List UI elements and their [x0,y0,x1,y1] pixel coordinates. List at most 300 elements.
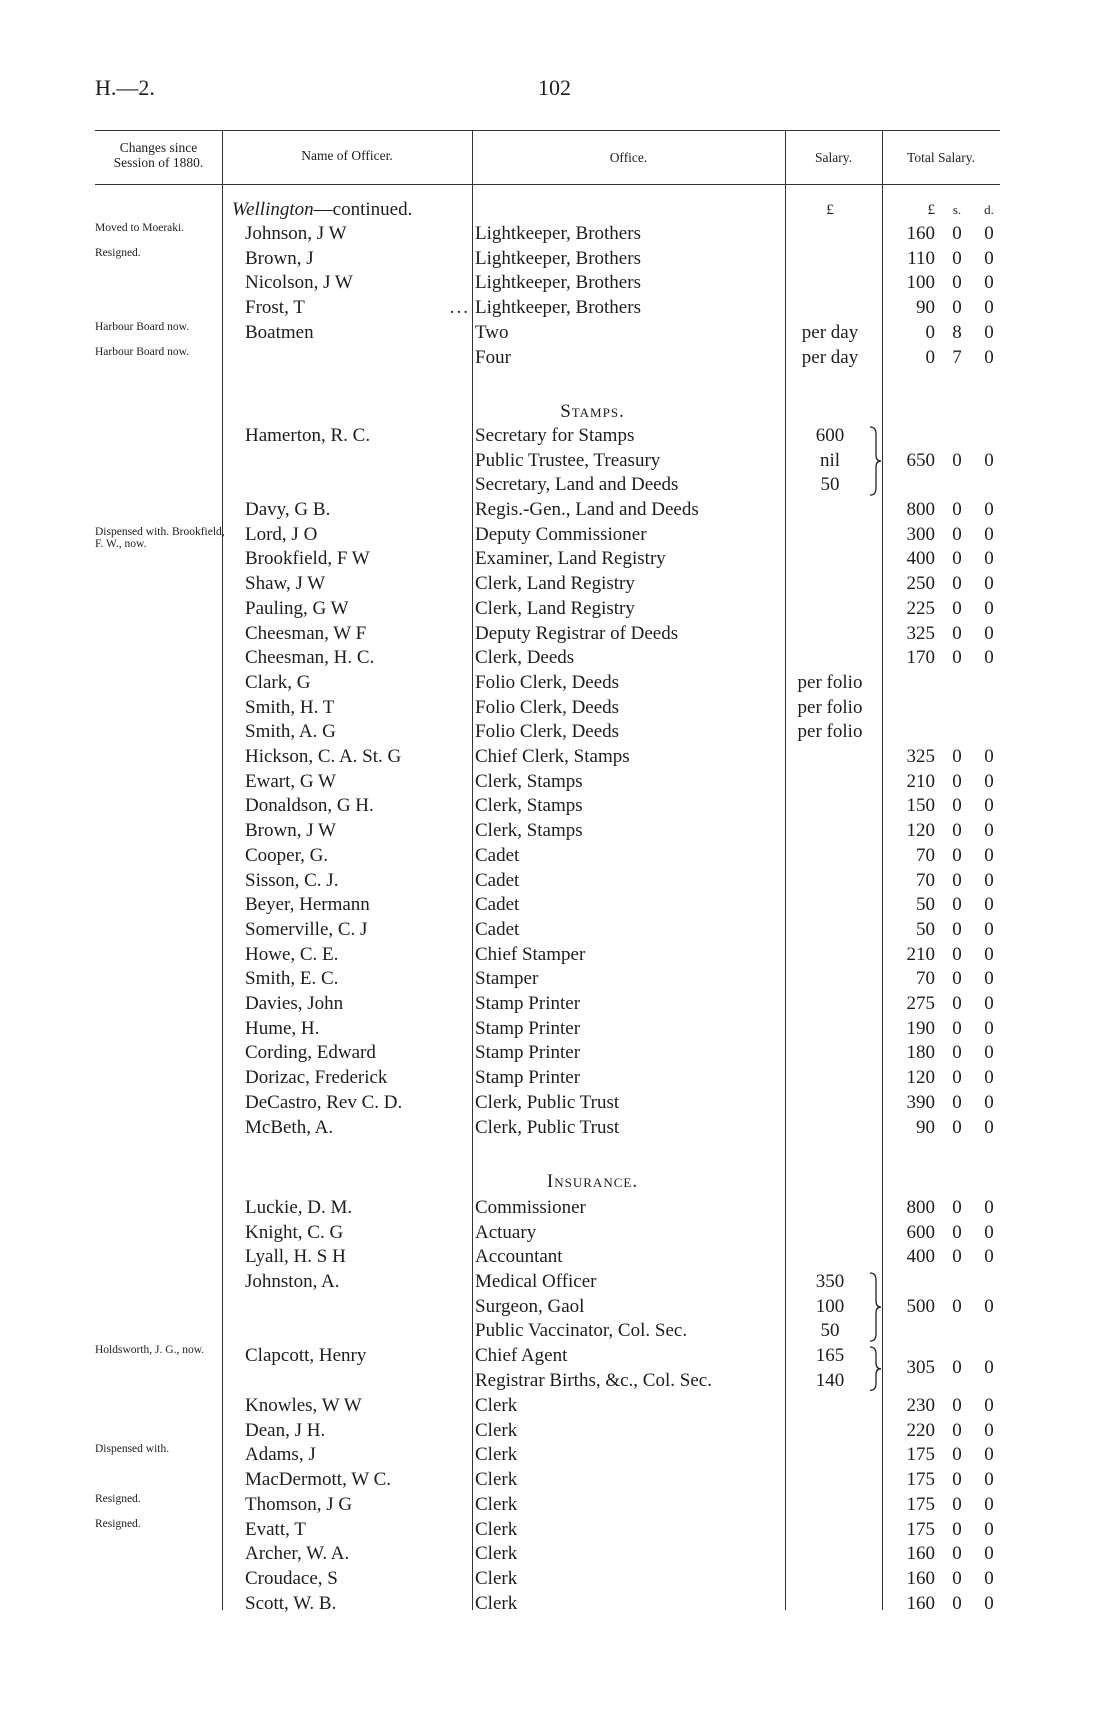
table-row [0,1542,1114,1566]
total-pence: 0 [984,523,994,545]
table-row [0,1518,1114,1542]
total-pounds: 600 [906,1221,935,1243]
table-row [0,523,1114,547]
total-pence: 0 [984,1357,994,1379]
total-shillings: 0 [952,449,962,471]
officer-name: Evatt, T [245,1518,306,1540]
total-pence: 0 [984,746,994,767]
office: Deputy Commissioner [475,523,647,545]
series-code: H.—2. [95,75,155,100]
office: Public Trustee, Treasury [475,449,661,471]
total-shillings: 0 [952,1017,962,1039]
officer-name: Cheesman, H. C. [245,647,375,669]
change-note: Holdsworth, J. G., now. [95,1344,205,1356]
total-shillings: 0 [952,1357,962,1379]
table-row [0,424,1114,448]
total-pence: 0 [984,223,994,244]
officer-name: Johnston, A. [245,1271,340,1292]
office: Cadet [475,918,520,940]
table-row [0,247,1114,271]
total-pounds: 0 [925,321,935,343]
table-row [0,1419,1114,1443]
office: Cadet [475,844,520,866]
total-pounds: 500 [906,1295,935,1317]
table-row [0,222,1114,246]
district-name: Wellington—continued. [232,199,413,220]
office: Secretary for Stamps [475,425,635,446]
column-header-total: Total Salary. [907,150,975,165]
total-pence: 0 [984,1469,994,1491]
office: Accountant [475,1246,563,1268]
total-shillings: 0 [952,1518,962,1540]
total-shillings: 0 [952,746,962,767]
table-row [0,1245,1114,1269]
salary: 50 [820,1320,840,1342]
office: Clerk [475,1543,518,1565]
table-row [0,622,1114,646]
change-note: Resigned. [95,246,141,259]
table-row [0,1567,1114,1591]
office: Clerk [475,1493,518,1515]
table-row [0,271,1114,295]
officer-name: Johnson, J W [245,223,347,244]
total-pounds: 120 [906,820,935,842]
total-pence: 0 [984,1042,994,1064]
table-row [0,992,1114,1016]
total-pence: 0 [984,1246,994,1268]
office: Clerk [475,1444,518,1466]
table-row [0,869,1114,893]
total-pounds: 250 [906,573,935,595]
header-bottom-rule [95,184,1000,185]
table-row [0,1592,1114,1616]
office: Clerk, Public Trust [475,1116,620,1138]
total-shillings: 0 [952,918,962,940]
table-row [0,745,1114,769]
total-shillings: 0 [952,1395,962,1416]
total-pounds: 305 [906,1357,935,1379]
table-row [0,321,1114,345]
total-pence: 0 [984,647,994,669]
officer-name: Brown, J [245,247,314,269]
office: Commissioner [475,1197,586,1218]
change-note: Moved to Moeraki. [95,222,185,234]
officer-name: Knowles, W W [245,1395,362,1416]
total-shillings: 0 [952,1543,962,1565]
total-shillings: 0 [952,1246,962,1268]
officer-name: Hickson, C. A. St. G [245,746,402,767]
office: Cadet [475,869,520,891]
total-pence: 0 [984,272,994,294]
office: Stamp Printer [475,1042,581,1064]
total-shillings: 0 [952,1091,962,1113]
salary: 100 [815,1295,845,1317]
officer-name: Lyall, H. S H [245,1246,346,1268]
officer-name: DeCastro, Rev C. D. [245,1091,403,1113]
total-pounds: 275 [906,993,935,1014]
office: Clerk, Public Trust [475,1091,620,1113]
office: Chief Agent [475,1345,568,1366]
office: Clerk, Deeds [475,647,575,669]
total-pence: 0 [984,1592,994,1614]
officer-name: Hume, H. [245,1017,320,1039]
salary: per folio [797,671,863,693]
group-total-row [0,449,1114,473]
table-row [0,893,1114,917]
officer-name: Thomson, J G [245,1493,353,1515]
total-shillings: 0 [952,968,962,990]
officer-name: Smith, E. C. [245,968,339,990]
total-shillings: 0 [952,597,962,619]
total-shillings: 0 [952,573,962,595]
table-row [0,1116,1114,1140]
table-row [0,1394,1114,1418]
officer-name: Davies, John [245,993,344,1014]
change-note: Resigned. [95,1492,141,1505]
total-currency-pound: £ [927,202,935,218]
table-row [0,547,1114,571]
total-pounds: 400 [906,548,935,570]
total-pence: 0 [984,297,994,319]
salary: per day [801,321,859,343]
table-row [0,671,1114,695]
total-pounds: 180 [906,1042,935,1064]
officer-name: Cooper, G. [245,844,329,866]
total-pounds: 70 [916,844,935,866]
total-pounds: 390 [906,1091,935,1113]
total-pence: 0 [984,770,994,792]
table-row [0,346,1114,370]
office: Clerk [475,1469,518,1491]
total-pounds: 190 [906,1017,935,1039]
total-shillings: 0 [952,499,962,520]
total-shillings: 0 [952,1197,962,1218]
office: Folio Clerk, Deeds [475,696,620,718]
total-shillings: 0 [952,894,962,916]
total-pounds: 50 [916,918,935,940]
total-pounds: 210 [906,770,935,792]
section-heading-insurance: Insurance. [546,1171,639,1192]
salary: 165 [815,1345,845,1366]
page-number: 102 [538,75,571,100]
salary: per folio [797,721,863,743]
total-pence: 0 [984,1017,994,1039]
office: Folio Clerk, Deeds [475,671,620,693]
total-pence: 0 [984,894,994,916]
office: Secretary, Land and Deeds [475,474,679,496]
table-row [0,1270,1114,1294]
total-shillings: 0 [952,1116,962,1138]
total-pence: 0 [984,1419,994,1441]
salary: 50 [820,474,840,496]
total-shillings: 0 [952,1067,962,1089]
total-pounds: 120 [906,1067,935,1089]
office: Lightkeeper, Brothers [475,223,641,244]
total-pence: 0 [984,597,994,619]
total-pence: 0 [984,869,994,891]
total-pounds: 90 [916,1116,935,1138]
salary: 140 [815,1369,845,1391]
total-currency-shillings: s. [952,202,962,217]
salary: nil [819,449,841,471]
total-shillings: 7 [952,346,962,368]
total-pence: 0 [984,1197,994,1218]
total-pence: 0 [984,499,994,520]
officer-name: Archer, W. A. [245,1543,350,1565]
change-note: Resigned. [95,1517,141,1530]
group-total-row [0,1295,1114,1319]
office: Cadet [475,894,520,916]
total-shillings: 0 [952,523,962,545]
total-pounds: 160 [906,1567,935,1589]
change-note: Harbour Board now. [95,345,190,358]
group-total-row [0,1356,1114,1380]
office: Regis.-Gen., Land and Deeds [475,499,699,520]
change-note: Harbour Board now. [95,320,190,333]
total-shillings: 8 [952,321,962,343]
office: Chief Stamper [475,943,586,965]
office: Clerk [475,1419,518,1441]
total-shillings: 0 [952,943,962,965]
total-pence: 0 [984,1295,994,1317]
total-pounds: 210 [906,943,935,965]
total-pence: 0 [984,346,994,368]
leader-dots: ... [449,297,470,319]
table-row [0,770,1114,794]
officer-name: Smith, H. T [245,696,335,718]
total-shillings: 0 [952,1444,962,1466]
officer-name: Somerville, C. J [245,918,368,940]
officer-name: Shaw, J W [245,573,326,595]
officer-name: Adams, J [245,1444,316,1466]
table-top-rule [95,130,1000,131]
total-pence: 0 [984,795,994,817]
total-pounds: 160 [906,1592,935,1614]
officer-name: Dean, J H. [245,1419,326,1441]
total-pence: 0 [984,1543,994,1565]
total-shillings: 0 [952,247,962,269]
total-pounds: 110 [907,247,935,269]
office: Chief Clerk, Stamps [475,746,630,767]
office: Clerk [475,1567,518,1589]
officer-name: Ewart, G W [245,770,336,792]
office: Stamp Printer [475,1067,581,1089]
office: Examiner, Land Registry [475,548,666,570]
officer-name: McBeth, A. [245,1116,334,1138]
salary: per folio [797,696,863,718]
officer-name: Pauling, G W [245,597,349,619]
total-pence: 0 [984,1567,994,1589]
total-pounds: 170 [906,647,935,669]
table-row [0,473,1114,497]
total-shillings: 0 [952,844,962,866]
office: Clerk [475,1592,518,1614]
table-row [0,296,1114,320]
total-pence: 0 [984,1221,994,1243]
officer-name: Clark, G [245,671,311,693]
section-heading-stamps: Stamps. [560,401,625,422]
total-pounds: 230 [906,1395,935,1416]
total-shillings: 0 [952,1493,962,1515]
total-shillings: 0 [952,622,962,644]
officer-name: Dorizac, Frederick [245,1067,388,1089]
officer-name: Lord, J O [245,523,318,545]
officer-name: Howe, C. E. [245,943,339,965]
total-shillings: 0 [952,770,962,792]
total-shillings: 0 [952,820,962,842]
total-shillings: 0 [952,1042,962,1064]
total-shillings: 0 [952,1469,962,1491]
total-pounds: 90 [916,297,935,319]
total-pounds: 70 [916,968,935,990]
total-shillings: 0 [952,869,962,891]
officer-name: Davy, G B. [245,499,331,520]
total-shillings: 0 [952,1295,962,1317]
total-shillings: 0 [952,1592,962,1614]
table-row [0,572,1114,596]
officer-name: Frost, T [245,297,305,319]
total-shillings: 0 [952,297,962,319]
total-pence: 0 [984,1395,994,1416]
office: Lightkeeper, Brothers [475,272,641,294]
office: Two [475,321,509,343]
salary: per day [801,346,859,368]
office: Lightkeeper, Brothers [475,247,641,269]
office: Clerk, Stamps [475,770,583,792]
total-shillings: 0 [952,795,962,817]
office: Four [475,346,511,368]
total-shillings: 0 [952,223,962,244]
table-row [0,720,1114,744]
total-shillings: 0 [952,993,962,1014]
total-pounds: 800 [906,1197,935,1218]
office: Deputy Registrar of Deeds [475,622,679,644]
table-row [0,1443,1114,1467]
office: Medical Officer [475,1271,597,1292]
column-header-changes: Changes since Session of 1880. [113,140,204,170]
table-row [0,943,1114,967]
salary-currency: £ [826,202,834,218]
officer-name: Scott, W. B. [245,1592,337,1614]
office: Registrar Births, &c., Col. Sec. [475,1369,712,1391]
total-shillings: 0 [952,272,962,294]
office: Stamp Printer [475,1017,581,1039]
officer-name: Sisson, C. J. [245,869,339,891]
officer-name: Croudace, S [245,1567,338,1589]
table-row [0,967,1114,991]
total-pounds: 220 [906,1419,935,1441]
table-row [0,1041,1114,1065]
office: Lightkeeper, Brothers [475,297,641,319]
table-row [0,1017,1114,1041]
officer-name: Beyer, Hermann [245,894,370,916]
office: Public Vaccinator, Col. Sec. [475,1320,688,1342]
table-row [0,1066,1114,1090]
officer-name: MacDermott, W C. [245,1469,391,1491]
officer-name: Cording, Edward [245,1042,376,1064]
total-pounds: 160 [906,223,935,244]
total-shillings: 0 [952,548,962,570]
salary: 600 [815,425,845,446]
table-row [0,819,1114,843]
district-heading-row [0,198,1114,222]
total-pounds: 150 [906,795,935,817]
total-pence: 0 [984,1444,994,1466]
officer-name: Knight, C. G [245,1221,344,1243]
officer-name: Brookfield, F W [245,548,370,570]
total-pence: 0 [984,844,994,866]
total-pounds: 70 [916,869,935,891]
total-pence: 0 [984,247,994,269]
officer-name: Donaldson, G H. [245,795,374,817]
total-pence: 0 [984,622,994,644]
total-pence: 0 [984,993,994,1014]
total-pence: 0 [984,1091,994,1113]
table-row [0,794,1114,818]
officer-name: Hamerton, R. C. [245,425,371,446]
office: Actuary [475,1221,537,1243]
table-row [0,696,1114,720]
total-shillings: 0 [952,647,962,669]
office: Surgeon, Gaol [475,1295,585,1317]
total-pounds: 175 [906,1518,935,1540]
salary: 350 [815,1271,845,1292]
officer-name: Boatmen [245,321,314,343]
table-row [0,1493,1114,1517]
officer-name: Smith, A. G [245,721,336,743]
total-currency-pence: d. [984,202,994,217]
total-pence: 0 [984,918,994,940]
total-pounds: 100 [906,272,935,294]
total-pence: 0 [984,321,994,343]
total-pounds: 175 [906,1444,935,1466]
office: Stamper [475,968,539,990]
officer-name: Nicolson, J W [245,272,353,294]
total-pounds: 300 [906,523,935,545]
total-shillings: 0 [952,1567,962,1589]
table-row [0,918,1114,942]
column-header-office: Office. [609,150,648,165]
office: Clerk [475,1395,518,1416]
officer-name: Clapcott, Henry [245,1345,367,1366]
column-header-salary: Salary. [815,150,852,165]
office: Clerk, Stamps [475,820,583,842]
total-pounds: 650 [906,449,935,471]
officer-name: Brown, J W [245,820,336,842]
total-shillings: 0 [952,1419,962,1441]
office: Clerk, Land Registry [475,573,635,595]
officer-name: Luckie, D. M. [245,1197,353,1218]
table-row [0,844,1114,868]
table-row [0,1221,1114,1245]
total-pounds: 175 [906,1493,935,1515]
office: Clerk, Land Registry [475,597,635,619]
total-pounds: 325 [906,622,935,644]
table-row [0,1196,1114,1220]
column-header-name: Name of Officer. [301,148,393,163]
total-shillings: 0 [952,1221,962,1243]
total-pounds: 400 [906,1246,935,1268]
change-note-dispensed: Dispensed with. Brookfield, F. W., now. [95,526,225,550]
total-pounds: 325 [906,746,935,767]
office: Clerk, Stamps [475,795,583,817]
total-pence: 0 [984,449,994,471]
total-pence: 0 [984,820,994,842]
total-pounds: 175 [906,1469,935,1491]
office: Stamp Printer [475,993,581,1014]
office: Clerk [475,1518,518,1540]
total-pounds: 160 [906,1543,935,1565]
